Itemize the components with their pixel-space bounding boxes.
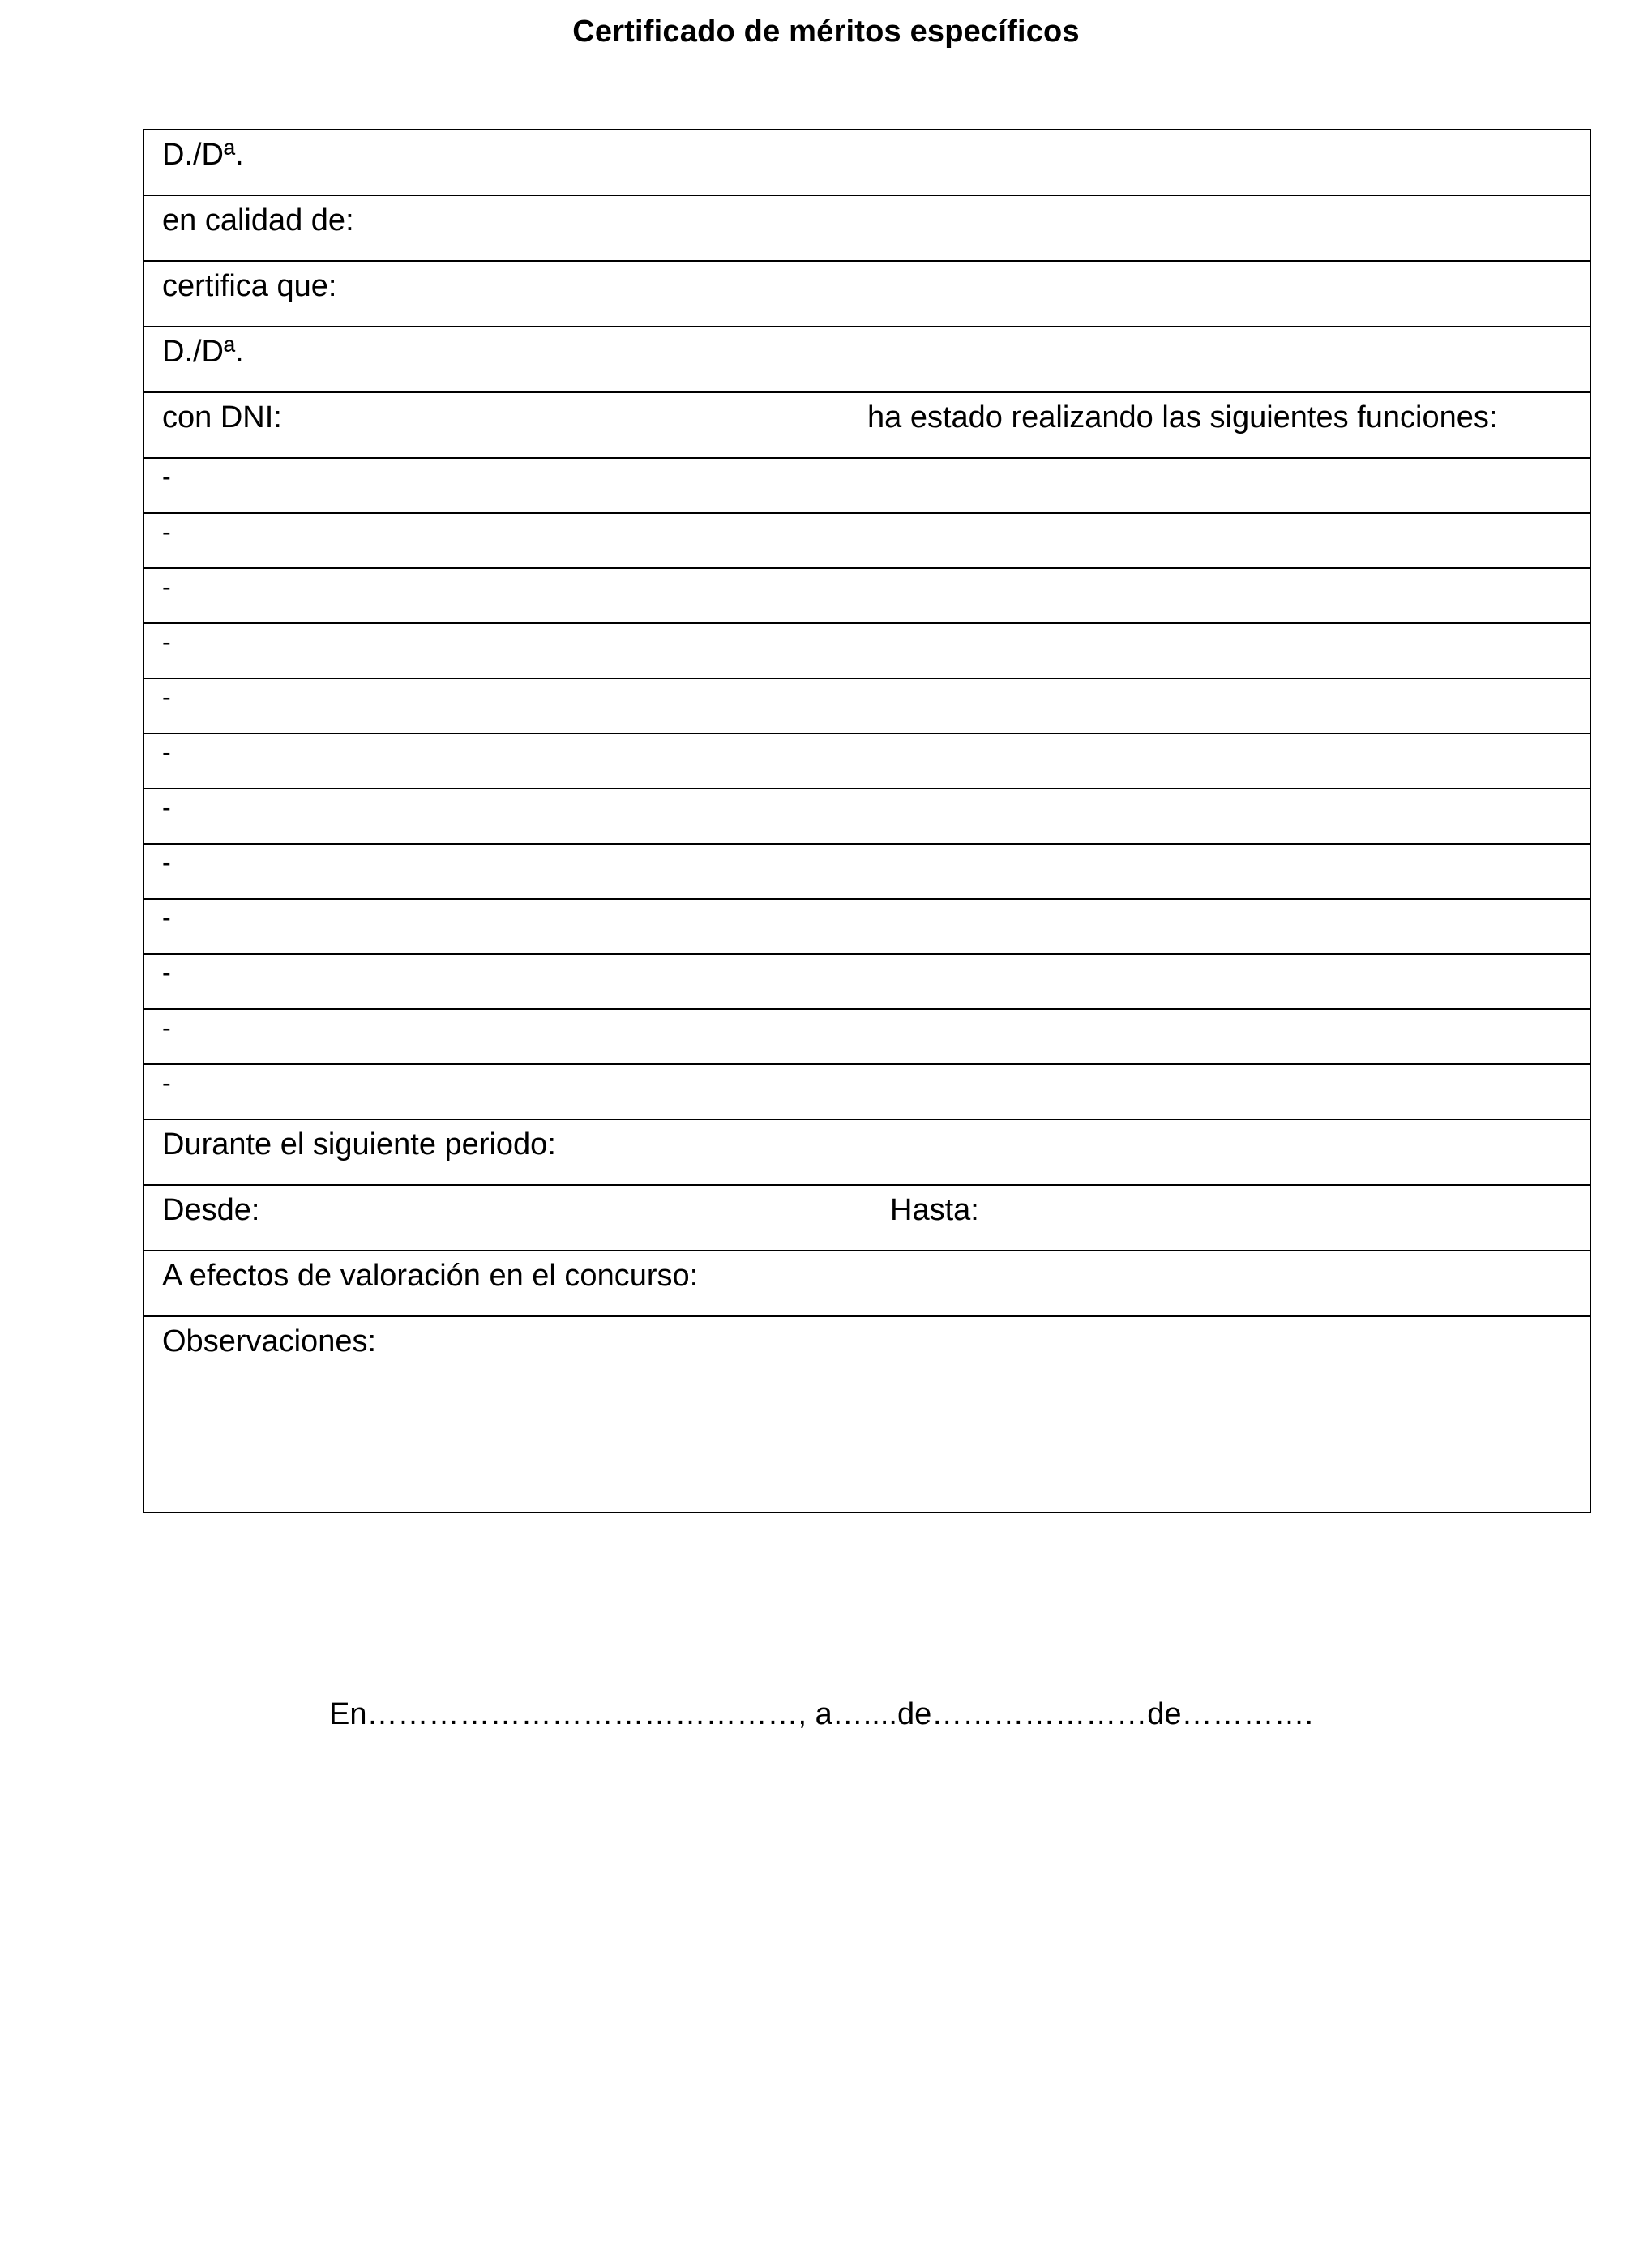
label-observaciones: Observaciones: (162, 1324, 377, 1358)
function-dash: - (162, 1068, 171, 1097)
label-dd-2: D./Dª. (162, 335, 244, 369)
label-desde: Desde: (162, 1193, 260, 1227)
function-line-3[interactable] (144, 569, 1590, 624)
row-calidad[interactable] (144, 196, 1590, 262)
row-dd-1[interactable] (144, 130, 1590, 196)
function-dash: - (162, 627, 171, 657)
function-dash: - (162, 682, 171, 712)
function-line-12[interactable] (144, 1065, 1590, 1120)
label-hasta: Hasta: (890, 1193, 979, 1227)
row-durante[interactable] (144, 1120, 1590, 1186)
function-dash: - (162, 517, 171, 546)
row-dni[interactable] (144, 393, 1590, 459)
function-line-9[interactable] (144, 900, 1590, 955)
row-dd-2[interactable] (144, 327, 1590, 393)
label-dd-1: D./Dª. (162, 138, 244, 172)
function-line-6[interactable] (144, 734, 1590, 789)
function-dash: - (162, 903, 171, 932)
function-dash: - (162, 1013, 171, 1042)
row-observaciones[interactable] (144, 1317, 1590, 1512)
label-certifica: certifica que: (162, 269, 337, 303)
function-line-1[interactable] (144, 459, 1590, 514)
row-certifica[interactable] (144, 262, 1590, 327)
function-line-2[interactable] (144, 514, 1590, 569)
document-title: Certificado de méritos específicos (572, 15, 1080, 49)
row-desde-hasta[interactable] (144, 1186, 1590, 1251)
certificate-form-table (143, 129, 1591, 1513)
function-line-11[interactable] (144, 1010, 1590, 1065)
label-dni: con DNI: (162, 400, 282, 434)
function-line-5[interactable] (144, 679, 1590, 734)
function-dash: - (162, 793, 171, 822)
function-dash: - (162, 462, 171, 491)
row-efectos[interactable] (144, 1251, 1590, 1317)
label-efectos: A efectos de valoración en el concurso: (162, 1259, 699, 1293)
function-line-8[interactable] (144, 845, 1590, 900)
label-calidad: en calidad de: (162, 203, 354, 237)
function-dash: - (162, 958, 171, 987)
function-line-7[interactable] (144, 789, 1590, 845)
function-line-10[interactable] (144, 955, 1590, 1010)
function-dash: - (162, 848, 171, 877)
label-funciones: ha estado realizando las siguientes funciones: (867, 400, 1498, 434)
function-line-4[interactable] (144, 624, 1590, 679)
function-dash: - (162, 738, 171, 767)
label-durante: Durante el siguiente periodo: (162, 1127, 556, 1161)
place-date-line[interactable]: En……………………………………, a…....de…………………de…………. (329, 1697, 1314, 1731)
function-dash: - (162, 572, 171, 601)
